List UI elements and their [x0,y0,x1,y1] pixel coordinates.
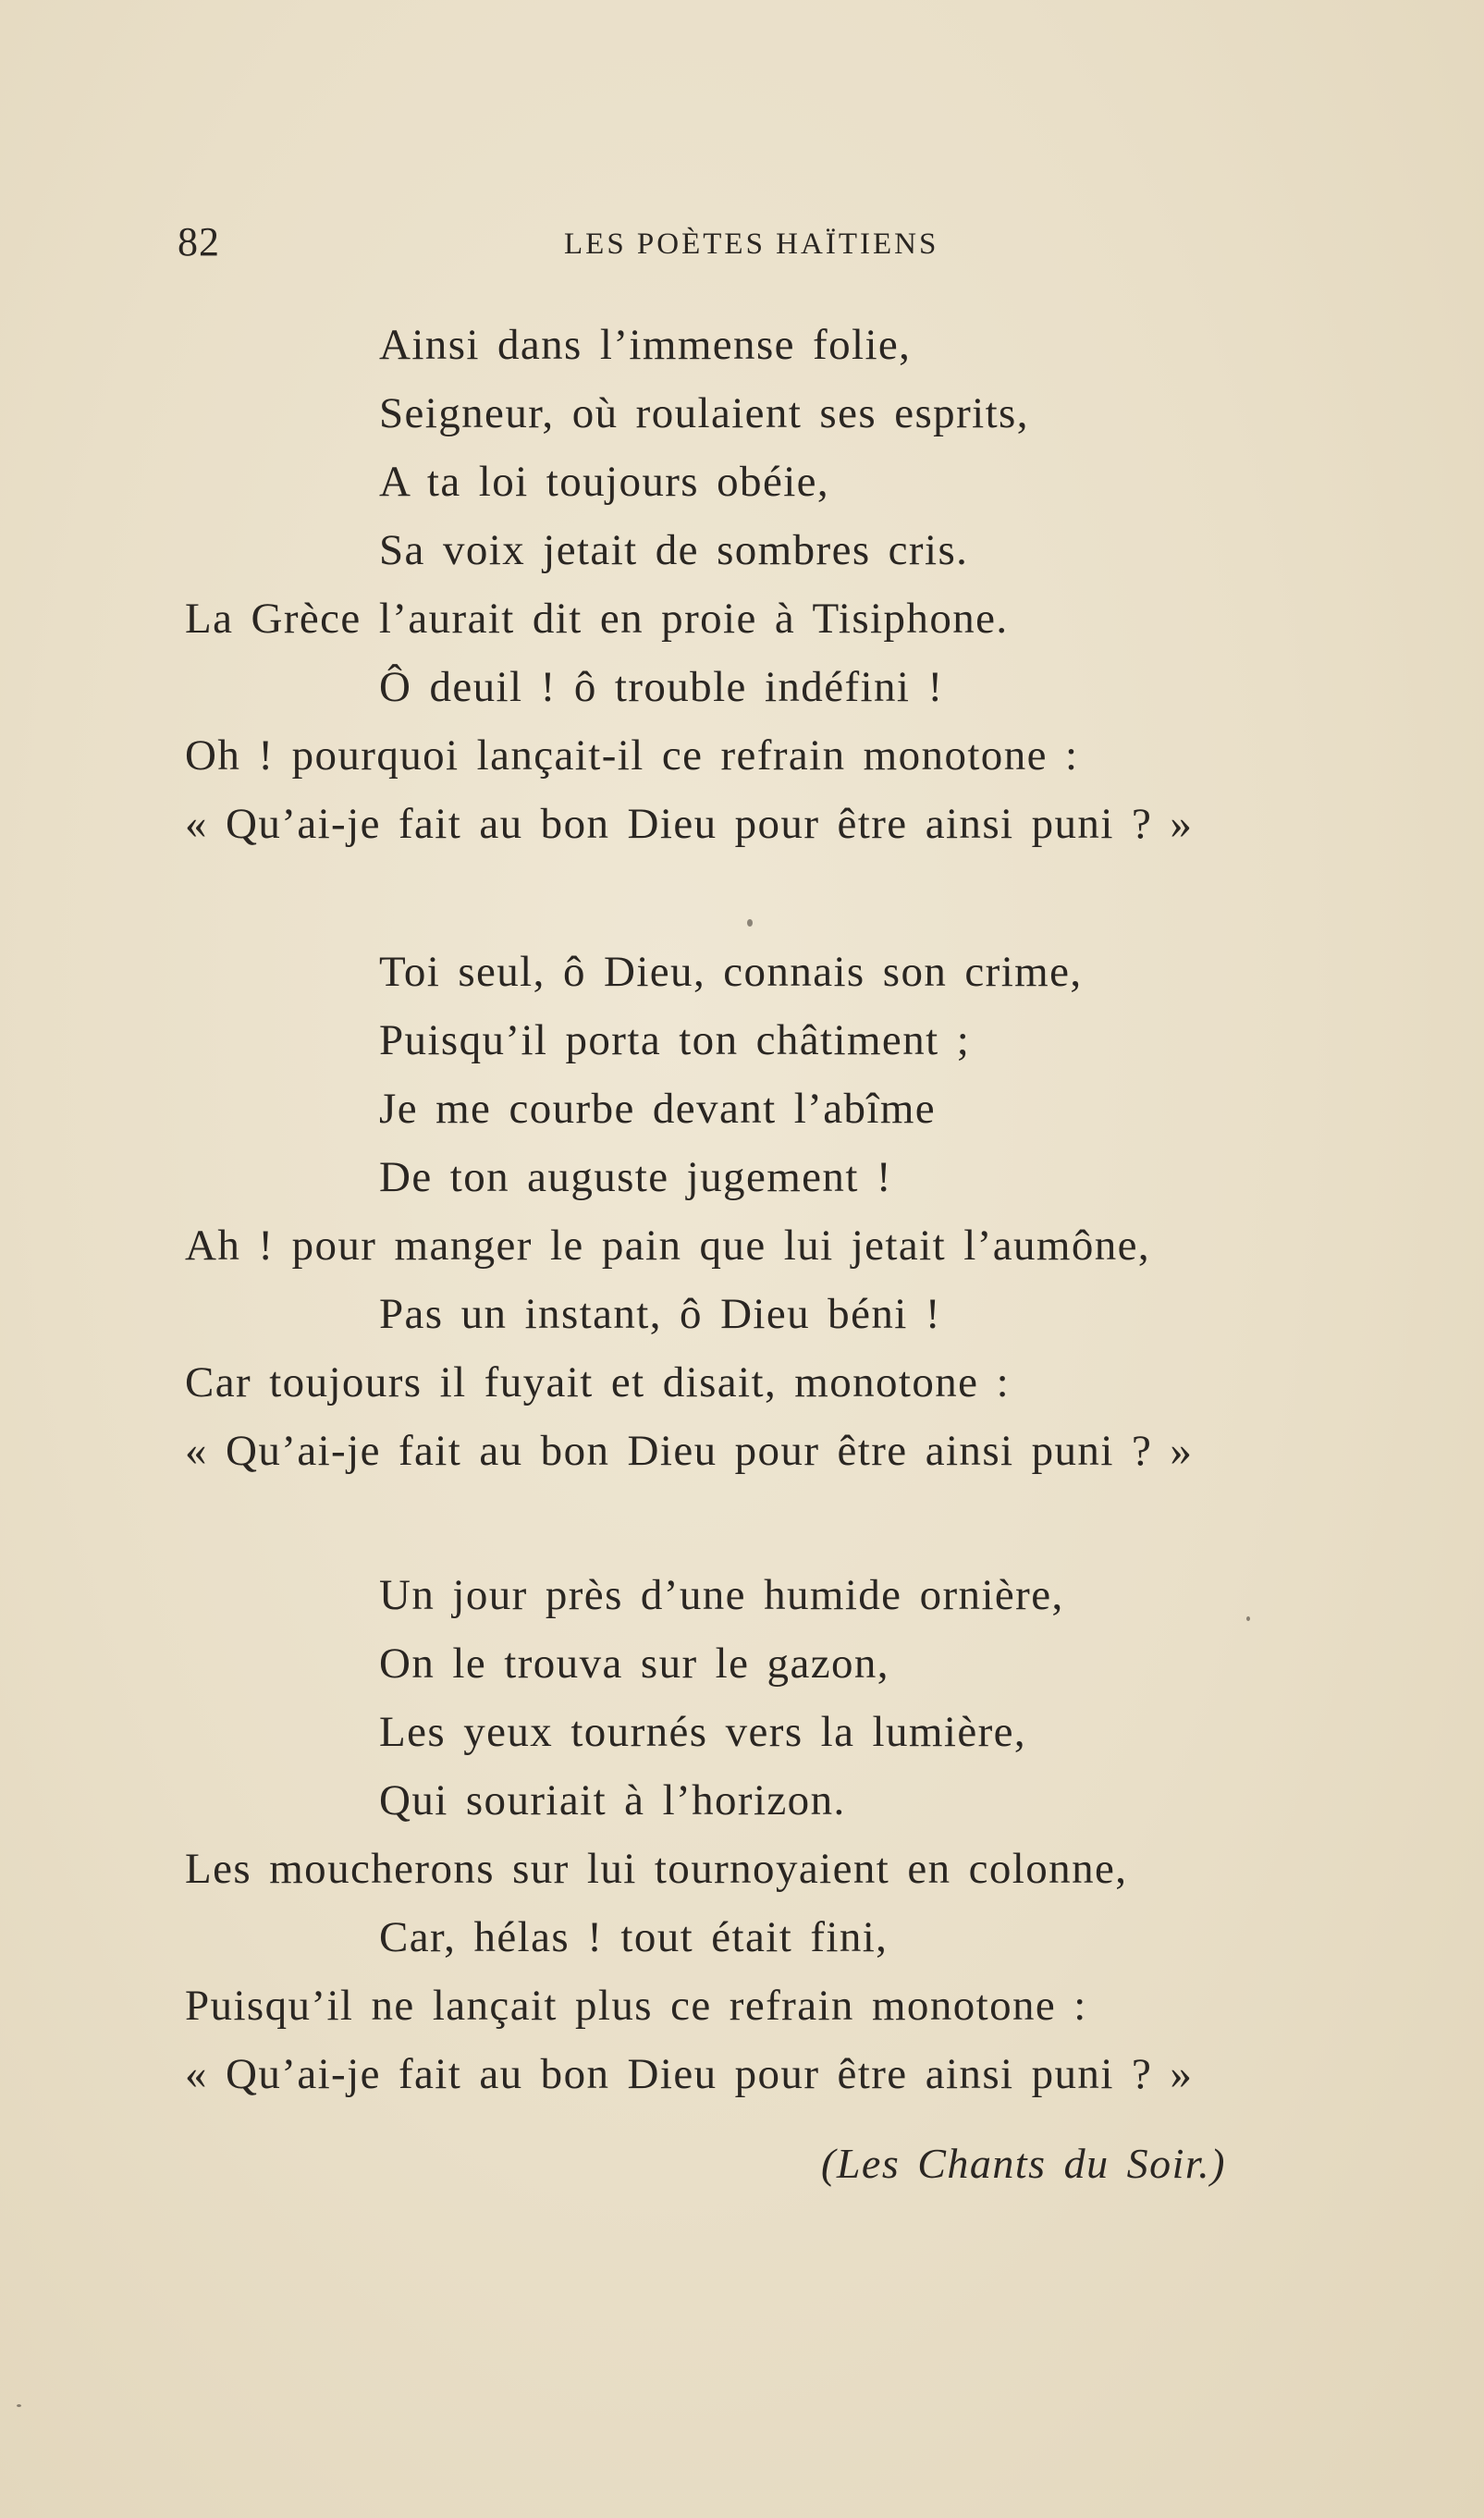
paper-speck [1246,1616,1250,1621]
paper-speck [17,2404,21,2407]
verse-line: Pas un instant, ô Dieu béni ! [379,1290,941,1338]
verse-line: « Qu’ai-je fait au bon Dieu pour être ainsi puni ? » [185,2050,1194,2098]
verse-line: A ta loi toujours obéie, [379,458,830,506]
verse-line: Toi seul, ô Dieu, connais son crime, [379,948,1083,996]
verse-line: Puisqu’il ne lançait plus ce refrain monotone : [185,1982,1087,2030]
verse-line: De ton auguste jugement ! [379,1153,892,1201]
verse-line: Ah ! pour manger le pain que lui jetait l’aumône, [185,1222,1151,1270]
page-header [178,218,1333,274]
verse-line: Seigneur, où roulaient ses esprits, [379,389,1029,437]
verse-line: Oh ! pourquoi lançait-il ce refrain monotone : [185,731,1079,780]
verse-line: Car toujours il fuyait et disait, monotone : [185,1358,1011,1406]
page-number: 82 [178,219,220,264]
verse-line: « Qu’ai-je fait au bon Dieu pour être ainsi puni ? » [185,800,1194,848]
verse-line: Ainsi dans l’immense folie, [379,321,912,369]
verse-line: « Qu’ai-je fait au bon Dieu pour être ainsi puni ? » [185,1427,1194,1475]
running-head: LES POÈTES HAÏTIENS [564,227,939,261]
verse-line: Puisqu’il porta ton châtiment ; [379,1016,971,1064]
verse-line: Un jour près d’une humide ornière, [379,1571,1064,1619]
verse-line: Ô deuil ! ô trouble indéfini ! [379,663,944,711]
verse-line: La Grèce l’aurait dit en proie à Tisiphone. [185,595,1009,643]
verse-line: Je me courbe devant l’abîme [379,1085,937,1133]
verse-line: Car, hélas ! tout était fini, [379,1913,889,1961]
verse-line: Les moucherons sur lui tournoyaient en colonne, [185,1845,1128,1893]
verse-line: Qui souriait à l’horizon. [379,1776,846,1824]
verse-line: Les yeux tournés vers la lumière, [379,1708,1027,1756]
verse-line: On le trouva sur le gazon, [379,1640,889,1688]
verse-line: Sa voix jetait de sombres cris. [379,526,969,574]
paper-speck [747,919,753,927]
attribution: (Les Chants du Soir.) [821,2140,1226,2187]
